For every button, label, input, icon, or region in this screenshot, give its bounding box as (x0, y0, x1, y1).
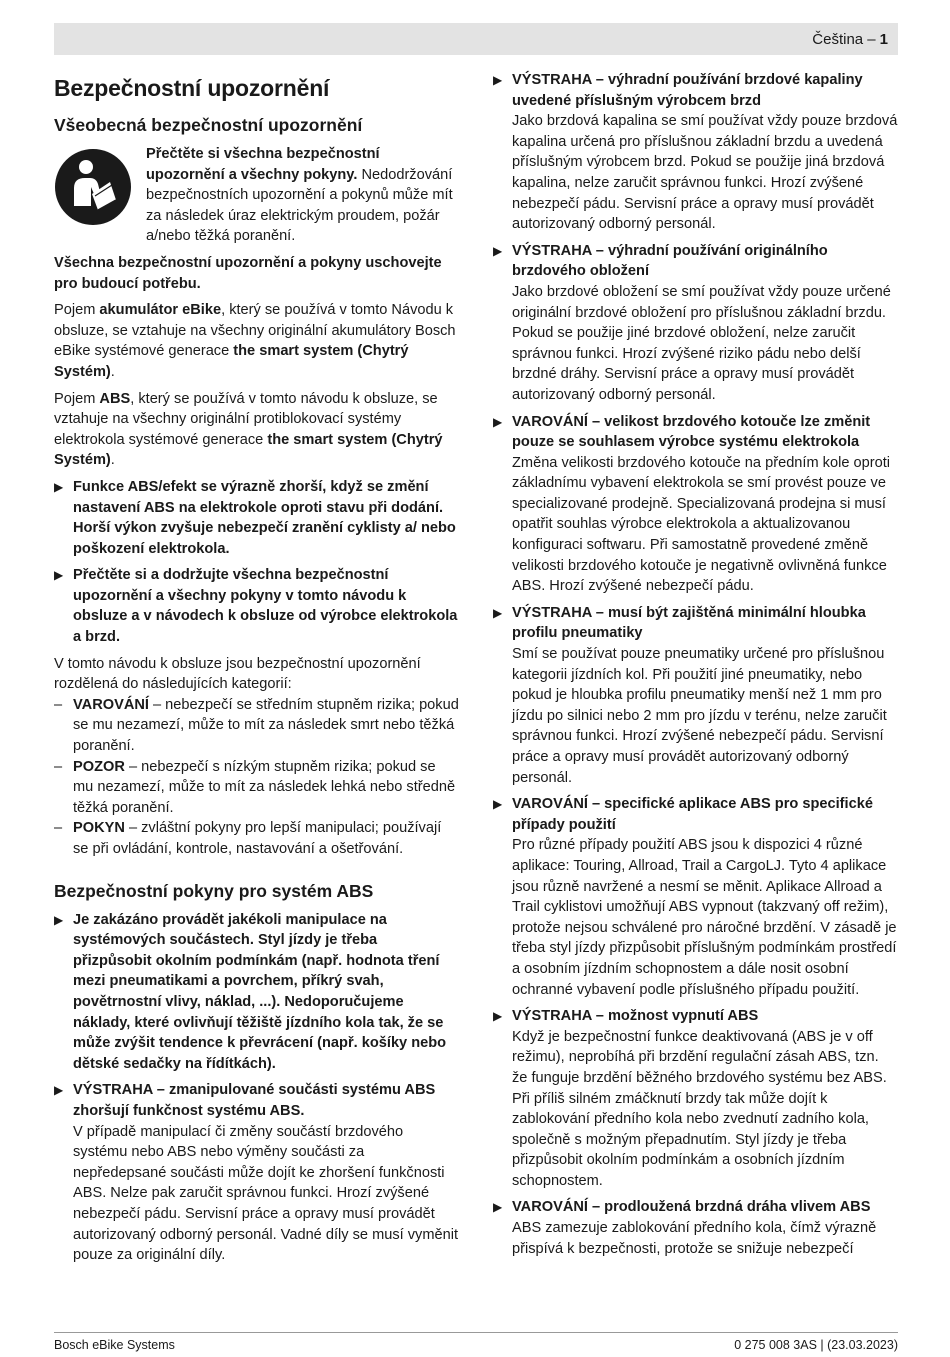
warning-heading: VÝSTRAHA – možnost vypnutí ABS (512, 1008, 759, 1025)
warning-body: Pro různé případy použití ABS jsou k dispozici 4 různé aplikace: Touring, Allroad, Trail a CargoLJ. Tyto 4 aplikace jsou různě navržené a nesmí se měnit. Aplikace Allroad a Trail cyklistovi umožňují ABS vypnout (takzvaný off režim), protože nejsou schválené pro náročné brzdění. V zásadě je třeba styl jízdy přizpůsobit příslušným podmínkám prostředí a osobním jízdním schopnostem a dále nosit osobní ochranné vybavení podle příslušného případu použití. (512, 837, 897, 998)
bullet-triangle-icon: ▶ (54, 912, 64, 927)
intro-text (146, 144, 459, 247)
warning-abs-settings (54, 477, 459, 559)
warning-body: Změna velikosti brzdového kotouče na předním kole oproti základnímu vybavení elektrokola se smí provést pouze ve specializované prodejně. Specializovaná prodejna si musí opatřit souhlas výrobce elektrokola a aktualizovanou konfiguraci softwaru. Při samostatně provedené změně velikosti brzdového kotouče je negativně ovlivněná funkce ABS. Hrozí zvýšené nebezpečí pádu. (512, 454, 891, 595)
bullet-triangle-icon: ▶ (493, 797, 503, 812)
dash-marker: – (54, 758, 63, 775)
p1-b: akumulátor eBike (99, 302, 222, 319)
page-number: 1 (879, 31, 888, 48)
category-text: – nebezpečí se středním stupněm rizika; pokud se mu nezamezí, může to mít za následek smrt nebo těžká poranění. (73, 696, 459, 755)
warning-heading: VAROVÁNÍ – prodloužená brzdná dráha vlivem ABS (512, 1199, 871, 1216)
bullet-triangle-icon: ▶ (54, 568, 64, 583)
battery-definition (54, 300, 459, 382)
dash-marker: – (54, 820, 63, 837)
warning-manipulated-parts (54, 1080, 459, 1265)
category-caution (54, 757, 459, 819)
read-instructions-block (54, 144, 459, 247)
right-column (493, 70, 898, 1265)
abs-definition (54, 389, 459, 471)
section-heading-general: Všeobecná bezpečnostní upozornění (54, 115, 363, 135)
warning-body: V případě manipulací či změny součástí brzdového systému nebo ABS nebo výměny součásti za nepředepsané součásti může dojít ke zhoršení funkčnosti ABS. Nelze pak zaručit správnou funkci. Hrozí zvýšené nebezpečí pádu. Servisní práce a opravy musí provádět autorizovaný odborný personál. Vadné díly se musí vyměnit pouze za originální díly. (73, 1123, 459, 1264)
page-header-language (812, 31, 888, 48)
read-manual-icon (54, 148, 132, 226)
intro-rest: Nedodržování bezpečnostních upozornění a pokynů může mít za následek úraz elektrickým proudem, požár a/nebo těžká poranění. (146, 166, 453, 245)
bullet-triangle-icon: ▶ (493, 73, 503, 87)
warning-heading: VAROVÁNÍ – velikost brzdového kotouče lze změnit pouze se souhlasem výrobce systému elektrokola (512, 413, 871, 451)
dash-marker: – (54, 696, 63, 713)
warning-body: Jako brzdové obložení se smí používat vždy pouze určené originální brzdové obložení pro příslušnou základní brzdu. Pokud se použije jiné brzdové obložení, nelze zaručit správnou funkci. Hrozí zvýšené riziko pádu nebo delší brzdné dráhy. Servisní práce a opravy musí provádět autorizovaný odborný personál. (512, 283, 891, 403)
categories-intro: V tomto návodu k obsluze jsou bezpečnostní upozornění rozdělená do následujících kategorií: (54, 655, 421, 693)
warning-body: Smí se používat pouze pneumatiky určené pro příslušnou kategorii jízdních kol. Při použití jiné pneumatiky, nebo pokud je hloubka profilu pneumatiky menší než 1 mm pro jízdu po silnici nebo 2 mm pro jízdu v terénu, nelze zaručit správnou funkci. Hrozí zvýšené nebezpečí pádu. Servisní práce a opravy musí provádět autorizovaný odborný personál. (512, 646, 887, 786)
p1-d: the smart system (Chytrý Systém) (54, 343, 409, 380)
footer-doc-id: 0 275 008 3AS | (23.03.2023) (734, 1338, 898, 1352)
left-column (54, 70, 459, 1272)
warning-heading: VÝSTRAHA – výhradní používání originálního brzdového obložení (512, 242, 828, 280)
keep-instructions-note (54, 253, 459, 294)
section-heading-abs: Bezpečnostní pokyny pro systém ABS (54, 880, 374, 901)
bullet-triangle-icon: ▶ (54, 1083, 64, 1098)
p2-d: the smart system (Chytrý Systém) (54, 431, 443, 469)
p1-c: , který se používá v tomto Návodu k obsluze, se vztahuje na všechny originální akumulátory Bosch eBike systémové generace (54, 302, 456, 360)
warning-braking-distance (493, 1197, 898, 1259)
page-title: Bezpečnostní upozornění (54, 75, 330, 101)
warning-abs-off (493, 1006, 898, 1191)
warning-brake-fluid (493, 70, 898, 235)
p2-a: Pojem (54, 390, 100, 407)
category-term: POKYN (73, 820, 125, 837)
category-text: – zvláštní pokyny pro lepší manipulaci; používají se při ovládání, kontrole, nastavování a ošetřování. (73, 820, 442, 857)
bullet-triangle-icon: ▶ (493, 1200, 503, 1215)
warning-heading: VÝSTRAHA – musí být zajištěná minimální hloubka profilu pneumatiky (512, 604, 866, 642)
category-text: – nebezpečí s nízkým stupněm rizika; pokud se mu nezamezí, může to mít za následek lehká nebo středně těžká poranění. (73, 758, 456, 816)
p1-a: Pojem (54, 302, 100, 319)
p2-e: . (110, 452, 115, 469)
page-header-bar (54, 23, 898, 55)
bullet-triangle-icon: ▶ (493, 1009, 503, 1024)
warning-brake-pads (493, 241, 898, 406)
footer-brand: Bosch eBike Systems (54, 1338, 175, 1352)
category-term: VAROVÁNÍ (73, 696, 149, 713)
p1-e: . (110, 363, 115, 380)
warning-heading: VÝSTRAHA – výhradní používání brzdové kapaliny uvedené příslušným výrobcem brzd (512, 72, 863, 109)
warning-body: ABS zamezuje zablokování předního kola, čímž výrazně přispívá k bezpečnosti, protože se snižuje nebezpečí (512, 1220, 877, 1257)
intro-bold: Přečtěte si všechna bezpečnostní upozornění a všechny pokyny. (146, 146, 380, 183)
warning-brake-disc-size (493, 412, 898, 597)
header-language-label: Čeština – (812, 31, 876, 48)
warning-heading: VAROVÁNÍ – specifické aplikace ABS pro specifické případy použití (512, 796, 873, 833)
footer-divider (54, 1332, 898, 1333)
category-notice (54, 818, 459, 859)
warning-text: Funkce ABS/efekt se výrazně zhorší, když se změní nastavení ABS na elektrokole oproti stavu při dodání. Horší výkon zvyšuje nebezpečí zranění cyklisty a/ nebo poškození elektrokola. (73, 478, 456, 557)
warning-text: Je zakázáno provádět jakékoli manipulace na systémových součástech. Styl jízdy je třeba přizpůsobit okolním podmínkám (např. hodnota tření mezi pneumatikami a povrchem, příkrý svah, povětrnostní vlivy, náklad, ...). Nedoporučujeme náklady, které ovlivňují těžiště jízdního kola tak, že se může zvýšit tendence k převrácení (např. košíky nebo dětské sedačky na řídítkách). (73, 911, 447, 1072)
bullet-triangle-icon: ▶ (493, 414, 503, 429)
warning-tyre-depth (493, 603, 898, 788)
warning-read-all (54, 565, 459, 647)
warning-body: Když je bezpečnostní funkce deaktivovaná (ABS je v off režimu), neprobíhá při brzdění regulační zásah ABS, tzn. že funguje brzdění běžného brzdového systému bez ABS. Při příliš silném zmáčknutí brzdy tak může dojít k zablokování předního kola nebo zvednutí zadního kola, společně s možným přepadnutím. Styl jízdy je třeba přizpůsobit okolním podmínkám a osobních jízdním schopnostem. (512, 1028, 887, 1189)
keep-bold: Všechna bezpečnostní upozornění a pokyny uschovejte pro budoucí potřebu. (54, 254, 442, 292)
warning-text: Přečtěte si a dodržujte všechna bezpečnostní upozornění a všechny pokyny v tomto návodu k obsluze a v návodech k obsluze od výrobce elektrokola a brzd. (73, 567, 458, 646)
p2-b: ABS (99, 390, 131, 407)
bullet-triangle-icon: ▶ (493, 243, 503, 258)
p2-c: , který se používá v tomto návodu k obsluze, se vztahuje na všechny originální protiblokovací systémy elektrokola systémové generace (54, 390, 438, 448)
category-warning (54, 695, 459, 757)
warning-heading: VÝSTRAHA – zmanipulované součásti systému ABS zhoršují funkčnost systému ABS. (73, 1082, 436, 1119)
category-term: POZOR (73, 758, 125, 775)
bullet-triangle-icon: ▶ (54, 479, 64, 494)
warning-no-manipulation (54, 910, 459, 1075)
warning-abs-applications (493, 794, 898, 1000)
bullet-triangle-icon: ▶ (493, 605, 503, 620)
warning-body: Jako brzdová kapalina se smí používat vždy pouze brzdová kapalina určená pro příslušnou základní brzdu a uvedená příslušným výrobcem brzd. Pokud se použije jiná brzdová kapalina, nelze zaručit správnou funkci. Hrozí zvýšené nebezpečí pádu. Servisní práce a opravy musí provádět autorizovaný odborný personál. (512, 113, 898, 233)
